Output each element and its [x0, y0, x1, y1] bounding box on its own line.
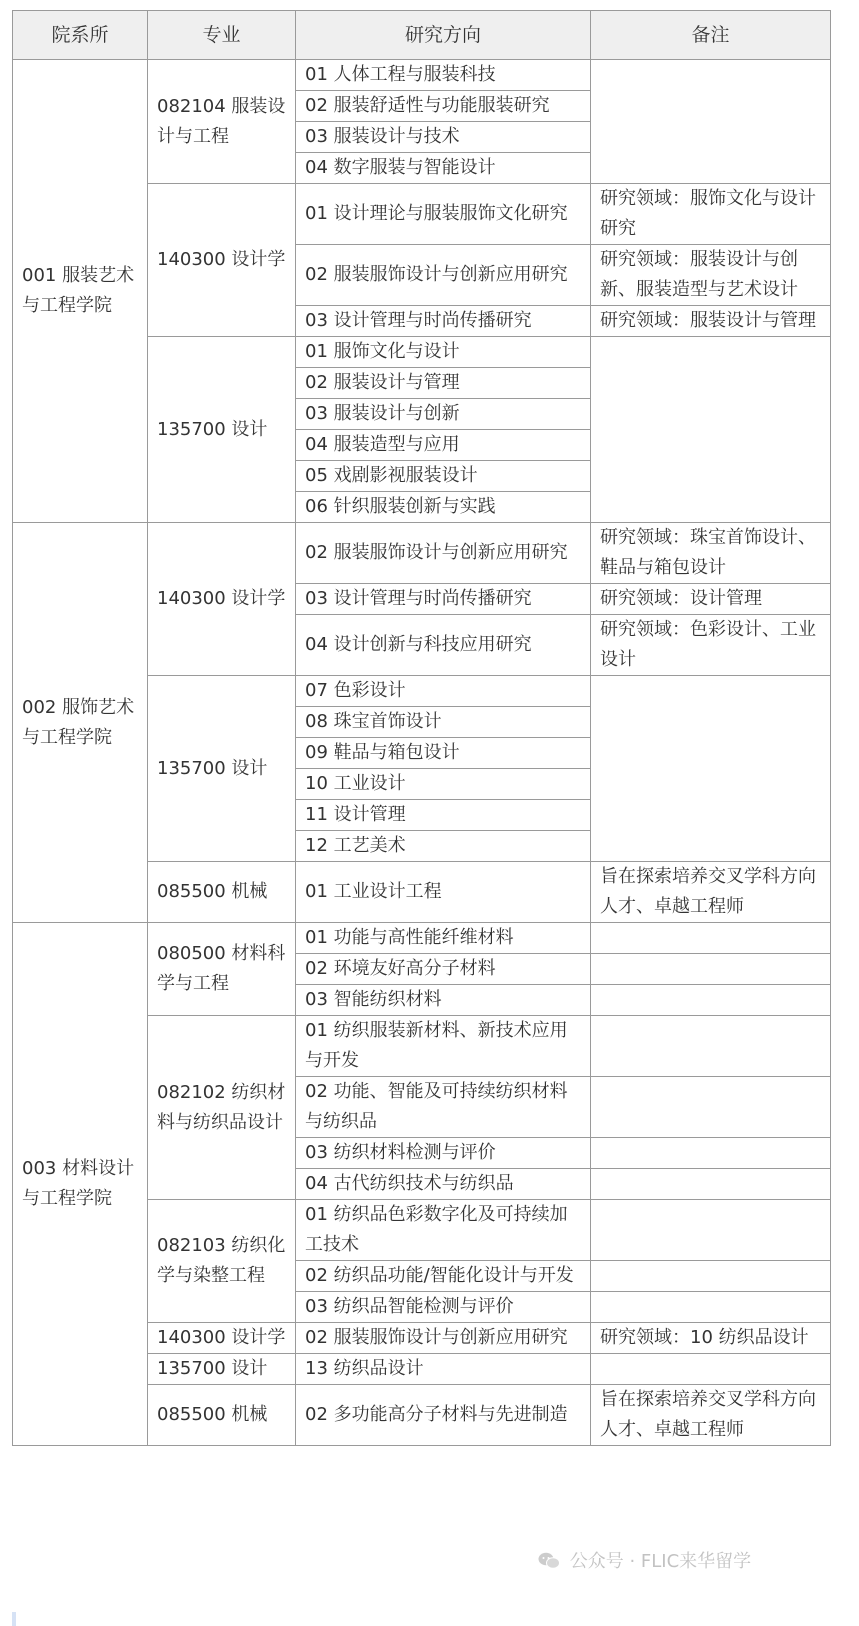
research-direction-cell: 01 服饰文化与设计: [296, 337, 591, 368]
research-direction-cell: 03 纺织品智能检测与评价: [296, 1292, 591, 1323]
header-department: 院系所: [13, 11, 148, 60]
research-direction-cell: 09 鞋品与箱包设计: [296, 738, 591, 769]
major-cell: 085500 机械: [148, 862, 296, 923]
research-direction-cell: 07 色彩设计: [296, 676, 591, 707]
research-direction-cell: 02 服装服饰设计与创新应用研究: [296, 245, 591, 306]
research-direction-cell: 04 古代纺织技术与纺织品: [296, 1169, 591, 1200]
research-direction-cell: 06 针织服装创新与实践: [296, 492, 591, 523]
research-direction-cell: 11 设计管理: [296, 800, 591, 831]
research-direction-cell: 01 设计理论与服装服饰文化研究: [296, 184, 591, 245]
note-cell: [591, 985, 831, 1016]
watermark-text: 公众号 · FLIC来华留学: [569, 1551, 752, 1572]
research-direction-cell: 03 服装设计与创新: [296, 399, 591, 430]
major-cell: 140300 设计学: [148, 1323, 296, 1354]
note-cell: 研究领域：色彩设计、工业设计: [591, 615, 831, 676]
research-direction-cell: 03 服装设计与技术: [296, 122, 591, 153]
major-cell: 135700 设计: [148, 1354, 296, 1385]
research-direction-cell: 12 工艺美术: [296, 831, 591, 862]
watermark: [538, 1547, 751, 1573]
note-cell: [591, 1354, 831, 1385]
note-cell: 旨在探索培养交叉学科方向人才、卓越工程师: [591, 862, 831, 923]
research-direction-cell: 03 设计管理与时尚传播研究: [296, 584, 591, 615]
program-table-container: [12, 10, 830, 1446]
note-cell: 研究领域：10 纺织品设计: [591, 1323, 831, 1354]
note-cell: [591, 1200, 831, 1261]
major-cell: 140300 设计学: [148, 523, 296, 676]
major-cell: 135700 设计: [148, 337, 296, 523]
research-direction-cell: 02 环境友好高分子材料: [296, 954, 591, 985]
research-direction-cell: 05 戏剧影视服装设计: [296, 461, 591, 492]
program-table: [12, 10, 831, 1446]
table-body: [13, 60, 831, 1446]
note-cell: 研究领域：珠宝首饰设计、鞋品与箱包设计: [591, 523, 831, 584]
research-direction-cell: 04 设计创新与科技应用研究: [296, 615, 591, 676]
note-cell: [591, 60, 831, 184]
research-direction-cell: 02 服装舒适性与功能服装研究: [296, 91, 591, 122]
research-direction-cell: 01 纺织品色彩数字化及可持续加工技术: [296, 1200, 591, 1261]
research-direction-cell: 02 服装服饰设计与创新应用研究: [296, 1323, 591, 1354]
table-header-row: [13, 11, 831, 60]
note-cell: [591, 1138, 831, 1169]
note-cell: [591, 923, 831, 954]
note-cell: [591, 1261, 831, 1292]
note-cell: [591, 1169, 831, 1200]
note-cell: [591, 1292, 831, 1323]
table-row: [13, 523, 831, 584]
wechat-icon: [538, 1552, 560, 1570]
major-cell: 080500 材料科学与工程: [148, 923, 296, 1016]
research-direction-cell: 02 纺织品功能/智能化设计与开发: [296, 1261, 591, 1292]
research-direction-cell: 01 工业设计工程: [296, 862, 591, 923]
header-research-direction: 研究方向: [296, 11, 591, 60]
major-cell: 140300 设计学: [148, 184, 296, 337]
header-major: 专业: [148, 11, 296, 60]
research-direction-cell: 03 设计管理与时尚传播研究: [296, 306, 591, 337]
research-direction-cell: 04 数字服装与智能设计: [296, 153, 591, 184]
major-cell: 082104 服装设计与工程: [148, 60, 296, 184]
note-cell: 研究领域：设计管理: [591, 584, 831, 615]
note-cell: [591, 337, 831, 523]
research-direction-cell: 01 人体工程与服装科技: [296, 60, 591, 91]
note-cell: [591, 1016, 831, 1077]
header-note: 备注: [591, 11, 831, 60]
research-direction-cell: 10 工业设计: [296, 769, 591, 800]
research-direction-cell: 01 纺织服装新材料、新技术应用与开发: [296, 1016, 591, 1077]
major-cell: 085500 机械: [148, 1385, 296, 1446]
research-direction-cell: 02 服装服饰设计与创新应用研究: [296, 523, 591, 584]
research-direction-cell: 13 纺织品设计: [296, 1354, 591, 1385]
research-direction-cell: 02 服装设计与管理: [296, 368, 591, 399]
note-cell: 研究领域：服饰文化与设计研究: [591, 184, 831, 245]
major-cell: 082103 纺织化学与染整工程: [148, 1200, 296, 1323]
department-cell: 002 服饰艺术与工程学院: [13, 523, 148, 923]
major-cell: 082102 纺织材料与纺织品设计: [148, 1016, 296, 1200]
table-row: [13, 60, 831, 91]
note-cell: [591, 676, 831, 862]
research-direction-cell: 01 功能与高性能纤维材料: [296, 923, 591, 954]
note-cell: 研究领域：服装设计与管理: [591, 306, 831, 337]
research-direction-cell: 02 多功能高分子材料与先进制造: [296, 1385, 591, 1446]
note-cell: 旨在探索培养交叉学科方向人才、卓越工程师: [591, 1385, 831, 1446]
research-direction-cell: 08 珠宝首饰设计: [296, 707, 591, 738]
research-direction-cell: 02 功能、智能及可持续纺织材料与纺织品: [296, 1077, 591, 1138]
note-cell: [591, 1077, 831, 1138]
table-row: [13, 923, 831, 954]
research-direction-cell: 04 服装造型与应用: [296, 430, 591, 461]
department-cell: 003 材料设计与工程学院: [13, 923, 148, 1446]
major-cell: 135700 设计: [148, 676, 296, 862]
note-cell: 研究领域：服装设计与创新、服装造型与艺术设计: [591, 245, 831, 306]
research-direction-cell: 03 智能纺织材料: [296, 985, 591, 1016]
department-cell: 001 服装艺术与工程学院: [13, 60, 148, 523]
research-direction-cell: 03 纺织材料检测与评价: [296, 1138, 591, 1169]
page-edge-marker: [12, 1612, 16, 1626]
note-cell: [591, 954, 831, 985]
